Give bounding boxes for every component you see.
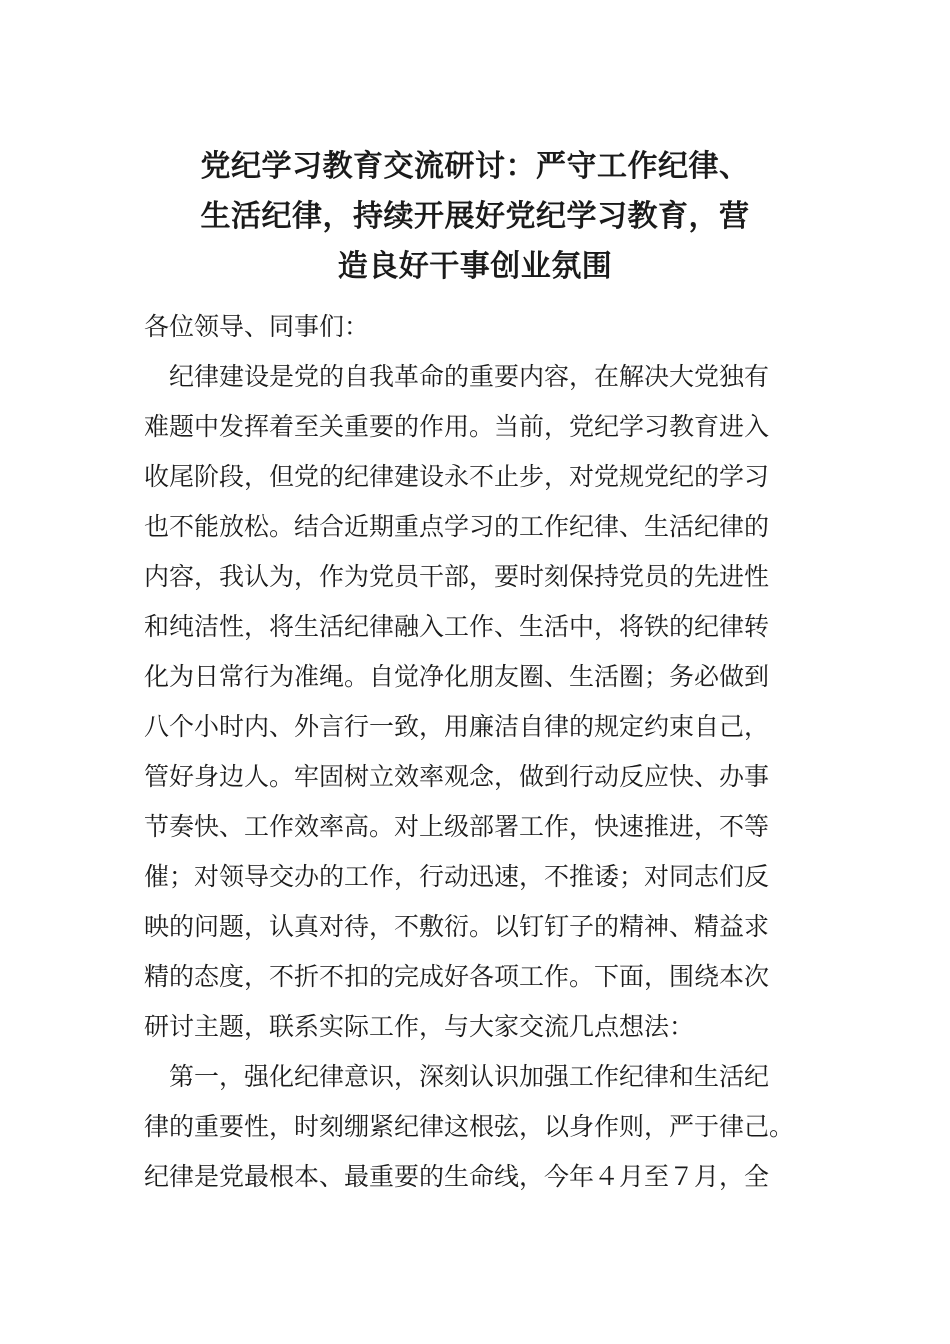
title-line: 生活纪律，持续开展好党纪学习教育，营 — [200, 199, 750, 234]
paragraph-line: 内容，我认为，作为党员干部，要时刻保持党员的先进性 — [144, 562, 770, 591]
paragraph-line: 管好身边人。牢固树立效率观念，做到行动反应快、办事 — [144, 762, 770, 791]
paragraph-line: 催；对领导交办的工作，行动迅速，不推诿；对同志们反 — [144, 862, 770, 891]
paragraph-line: 节奏快、工作效率高。对上级部署工作，快速推进，不等 — [144, 812, 770, 841]
paragraph-line: 收尾阶段，但党的纪律建设永不止步，对党规党纪的学习 — [144, 462, 770, 491]
document-body — [144, 302, 804, 1202]
paragraph-line: 纪律建设是党的自我革命的重要内容，在解决大党独有 — [169, 362, 770, 391]
paragraph-line: 精的态度，不折不扣的完成好各项工作。下面，围绕本次 — [144, 962, 770, 991]
title-line: 造良好干事创业氛围 — [337, 249, 613, 284]
paragraph-line: 纪律是党最根本、最重要的生命线，今年４月至７月，全 — [144, 1162, 770, 1191]
paragraph-line: 难题中发挥着至关重要的作用。当前，党纪学习教育进入 — [144, 412, 770, 441]
paragraph-line: 律的重要性，时刻绷紧纪律这根弦，以身作则，严于律己。 — [144, 1112, 795, 1141]
document-title — [150, 142, 800, 292]
paragraph-line: 第一，强化纪律意识，深刻认识加强工作纪律和生活纪 — [169, 1062, 770, 1091]
paragraph-line: 映的问题，认真对待，不敷衍。以钉钉子的精神、精益求 — [144, 912, 770, 941]
paragraph-line: 也不能放松。结合近期重点学习的工作纪律、生活纪律的 — [144, 512, 770, 541]
paragraph-line: 和纯洁性，将生活纪律融入工作、生活中，将铁的纪律转 — [144, 612, 770, 641]
title-line: 党纪学习教育交流研讨：严守工作纪律、 — [200, 149, 750, 184]
salutation: 各位领导、同事们： — [144, 312, 370, 341]
paragraph-line: 研讨主题，联系实际工作，与大家交流几点想法： — [144, 1012, 695, 1041]
paragraph-line: 化为日常行为准绳。自觉净化朋友圈、生活圈；务必做到 — [144, 662, 770, 691]
paragraph-line: 八个小时内、外言行一致，用廉洁自律的规定约束自己， — [144, 712, 770, 741]
